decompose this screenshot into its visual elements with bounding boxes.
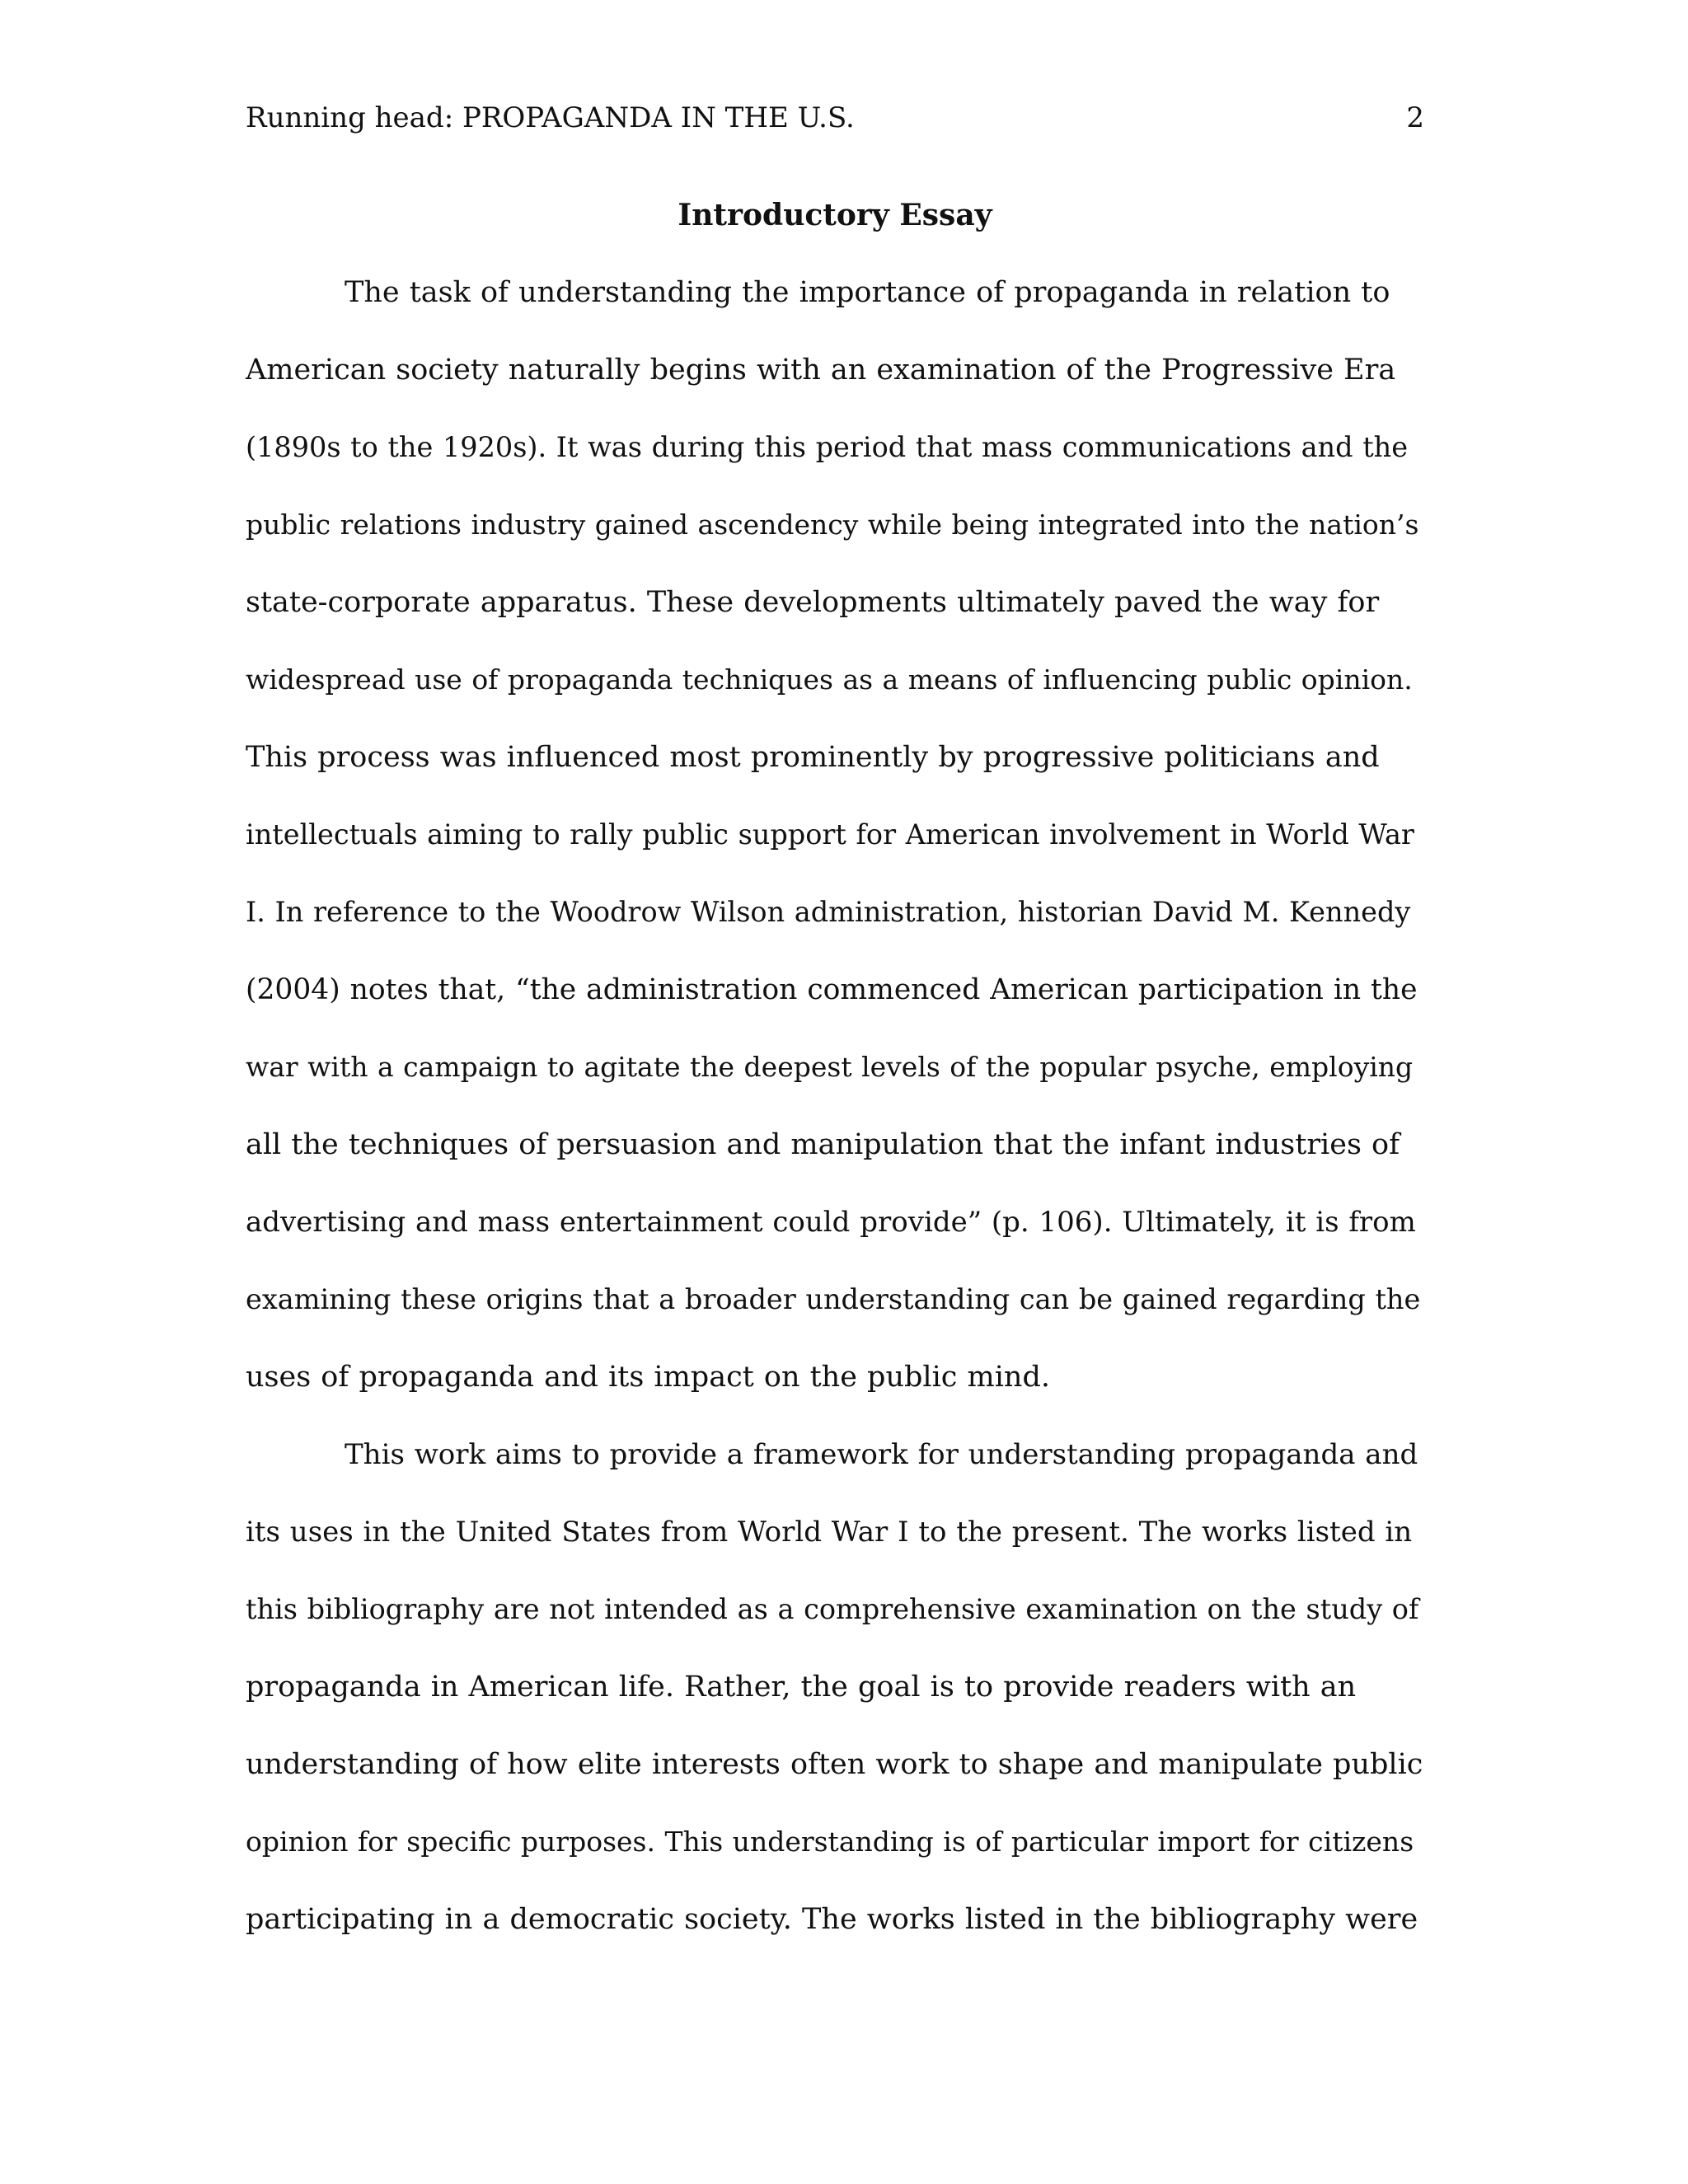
running-head-text: Running head: PROPAGANDA IN THE U.S. (246, 101, 855, 134)
paragraph-line: participating in a democratic society. The works listed in the bibliography were (246, 1903, 1418, 1936)
paragraph-line: its uses in the United States from World War I to the present. The works listed in (246, 1516, 1413, 1549)
paragraph-line: The task of understanding the importance of propaganda in relation to (345, 276, 1390, 309)
paragraph-line: understanding of how elite interests often work to shape and manipulate public (246, 1748, 1423, 1781)
page-number: 2 (1406, 101, 1424, 134)
paragraph-line: state-corporate apparatus. These developments ultimately paved the way for (246, 586, 1380, 619)
paragraph-line: This process was influenced most prominently by progressive politicians and (246, 741, 1380, 774)
paragraph-line: war with a campaign to agitate the deepest levels of the popular psyche, employing (246, 1051, 1414, 1083)
paragraph-line: advertising and mass entertainment could provide” (p. 106). Ultimately, it is from (246, 1206, 1416, 1239)
paragraph-line: this bibliography are not intended as a comprehensive examination on the study of (246, 1593, 1419, 1625)
paragraph-line: all the techniques of persuasion and manipulation that the infant industries of (246, 1128, 1400, 1161)
paragraph-line: (2004) notes that, “the administration commenced American participation in the (246, 973, 1418, 1006)
paragraph-line: American society naturally begins with an examination of the Progressive Era (246, 354, 1396, 387)
section-title: Introductory Essay (678, 198, 992, 232)
paragraph-line: widespread use of propaganda techniques as a means of influencing public opinion. (246, 663, 1413, 696)
paragraph-line: examining these origins that a broader understanding can be gained regarding the (246, 1283, 1421, 1315)
paragraph-line: (1890s to the 1920s). It was during this period that mass communications and the (246, 431, 1409, 463)
paragraph-line: intellectuals aiming to rally public support for American involvement in World War (246, 818, 1414, 851)
paragraph-2 (246, 1416, 1424, 1958)
running-header (246, 97, 1424, 138)
paragraph-line: uses of propaganda and its impact on the public mind. (246, 1361, 1050, 1394)
paragraph-line: This work aims to provide a framework for understanding propaganda and (345, 1438, 1418, 1471)
paragraph-1 (246, 254, 1424, 1416)
paragraph-line: propaganda in American life. Rather, the goal is to provide readers with an (246, 1671, 1357, 1704)
paragraph-line: opinion for specific purposes. This understanding is of particular import for citizens (246, 1825, 1414, 1858)
paragraph-line: I. In reference to the Woodrow Wilson administration, historian David M. Kennedy (246, 896, 1411, 928)
paragraph-line: public relations industry gained ascendency while being integrated into the nation’s (246, 509, 1419, 541)
